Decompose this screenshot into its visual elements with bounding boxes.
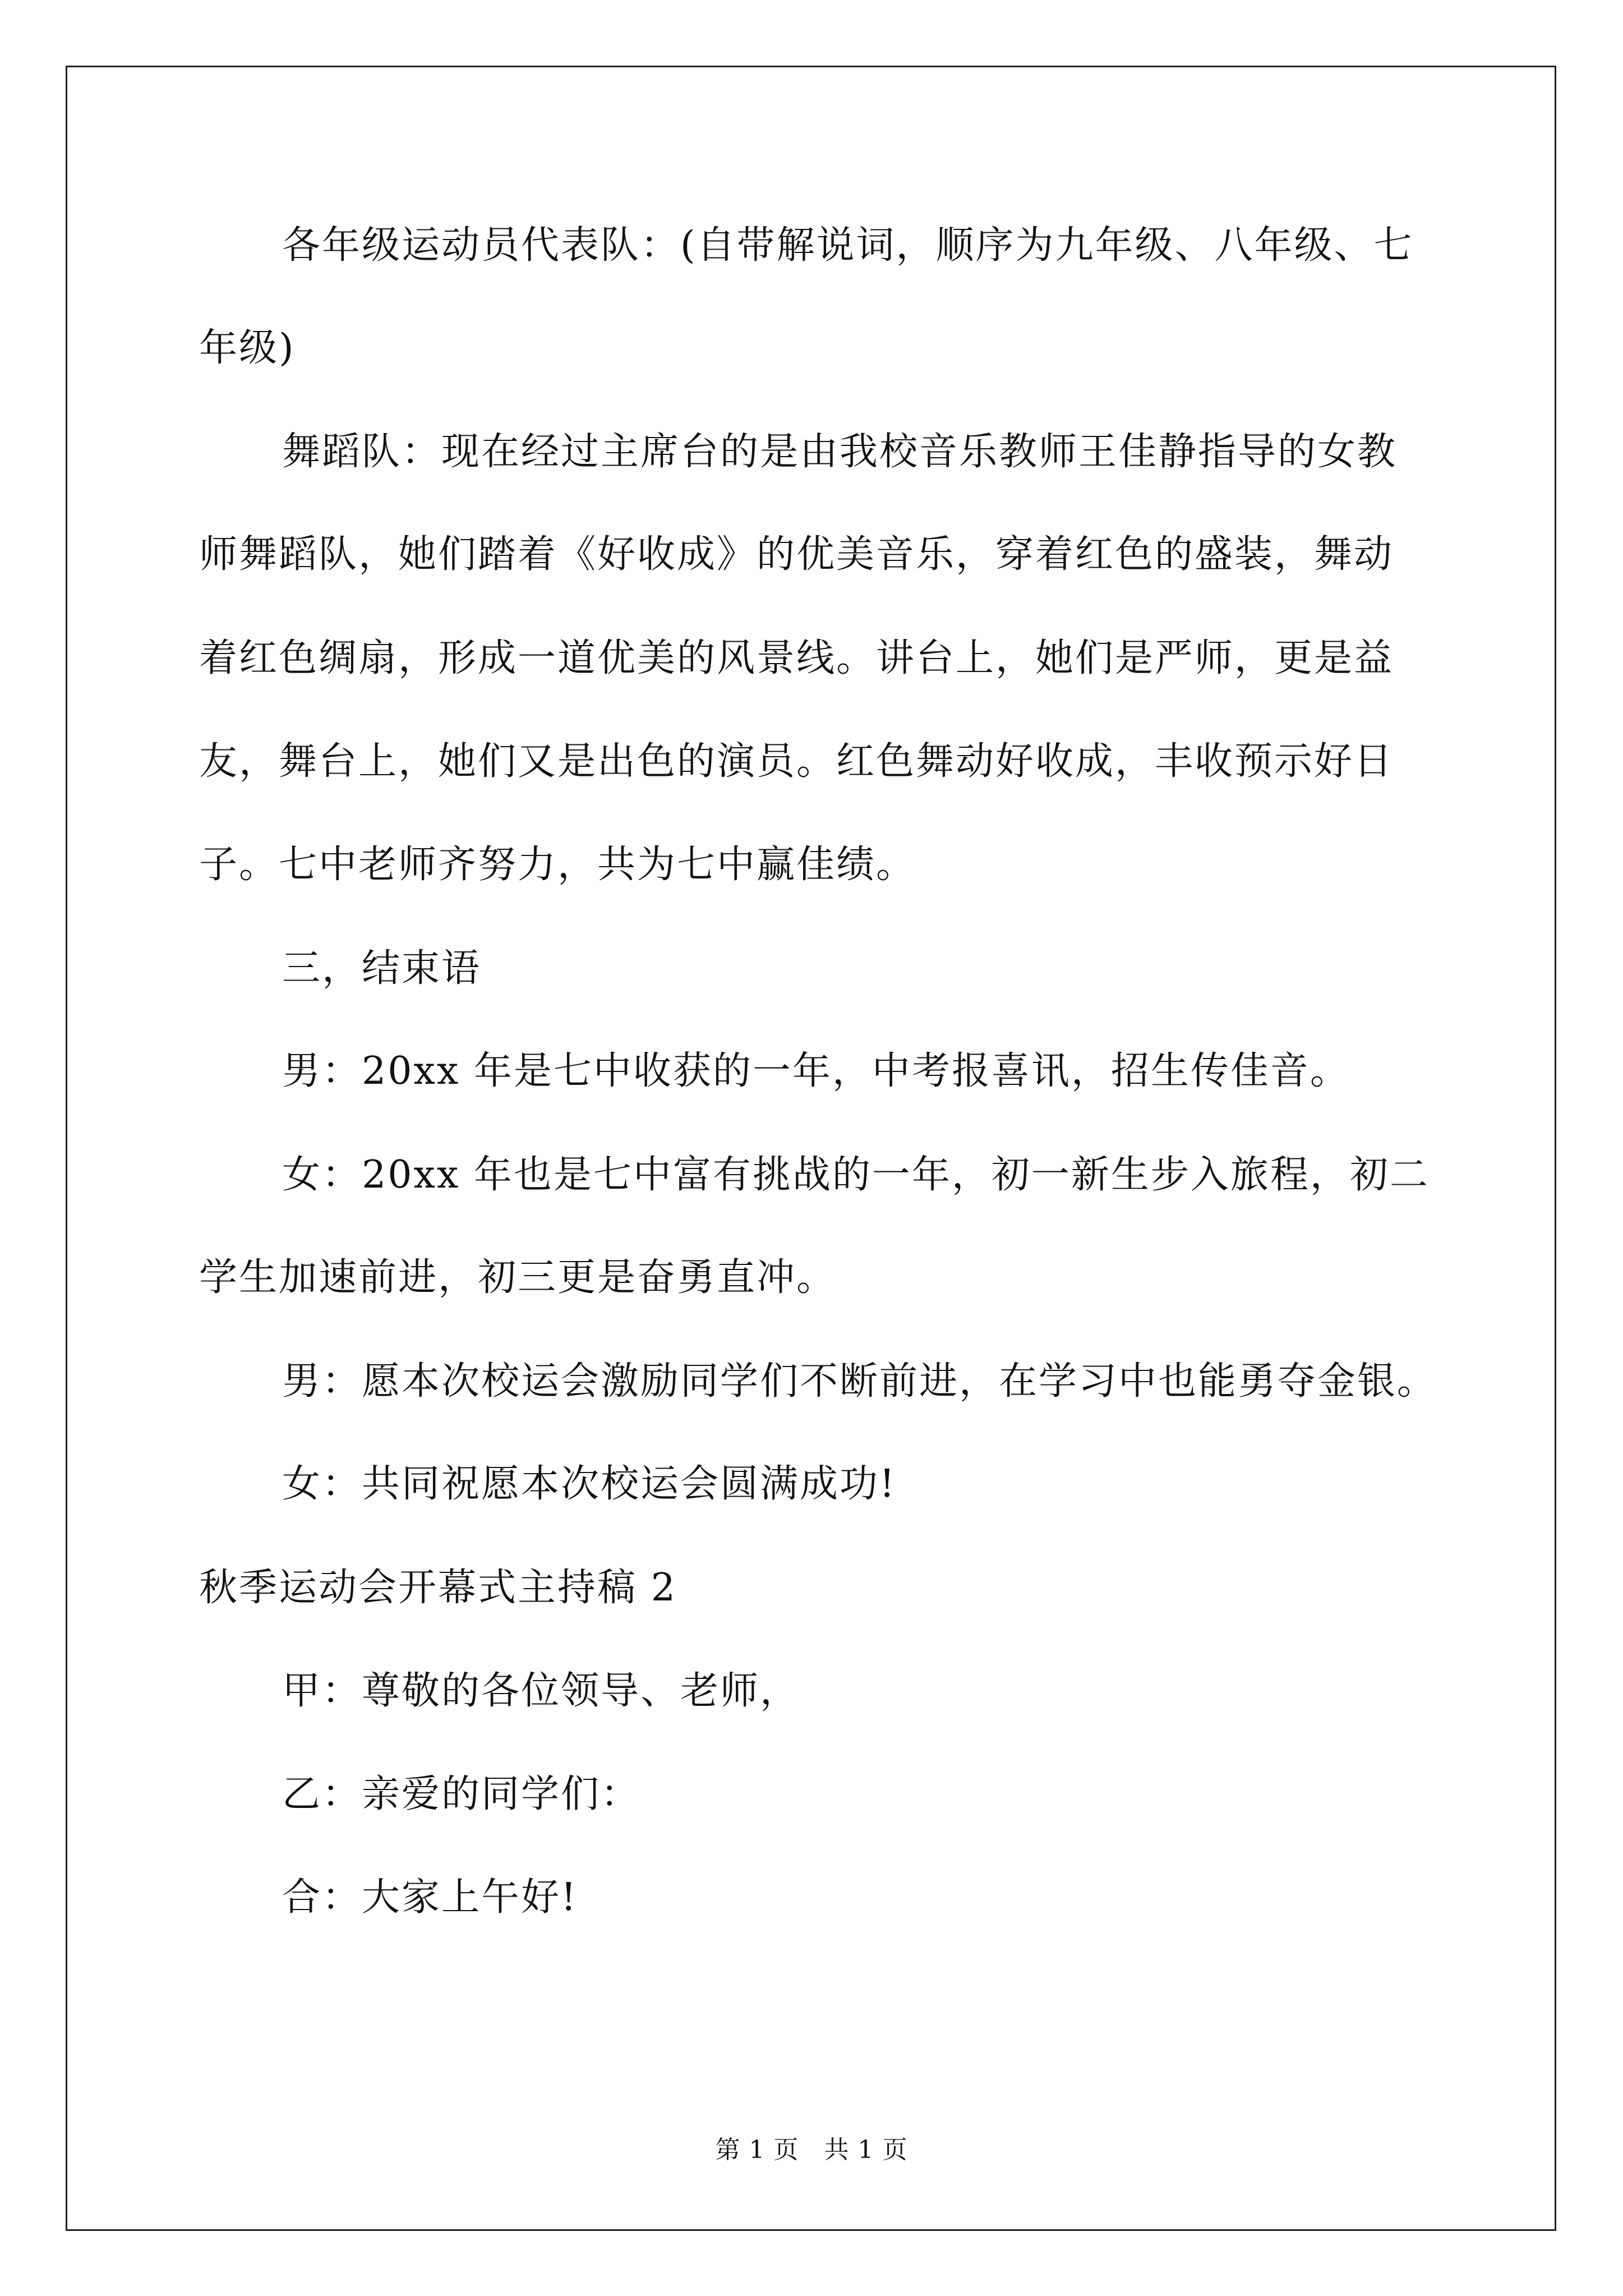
text-line: 友，舞台上，她们又是出色的演员。红色舞动好收成，丰收预示好日 <box>199 739 1394 784</box>
document-title: 秋季运动会开幕式主持稿 2 <box>199 1566 677 1610</box>
text-line: 学生加速前进，初三更是奋勇直冲。 <box>199 1255 837 1300</box>
text-line: 女：共同祝愿本次校运会圆满成功! <box>282 1462 897 1506</box>
text-line: 师舞蹈队，她们踏着《好收成》的优美音乐，穿着红色的盛装，舞动 <box>199 532 1394 577</box>
text-line: 年级) <box>199 326 296 370</box>
page-footer: 第 1 页 共 1 页 <box>715 2136 908 2164</box>
text-line: 男：愿本次校运会激励同学们不断前进，在学习中也能勇夺金银。 <box>282 1359 1437 1404</box>
text-line: 着红色绸扇，形成一道优美的风景线。讲台上，她们是严师，更是益 <box>199 636 1394 680</box>
text-line: 甲：尊敬的各位领导、老师， <box>282 1669 800 1713</box>
text-line: 合：大家上午好! <box>282 1875 578 1920</box>
text-line: 女：20xx 年也是七中富有挑战的一年，初一新生步入旅程，初二 <box>282 1153 1430 1197</box>
text-line: 各年级运动员代表队：(自带解说词，顺序为九年级、八年级、七 <box>282 223 1414 268</box>
section-heading: 三，结束语 <box>282 946 482 991</box>
text-line: 舞蹈队：现在经过主席台的是由我校音乐教师王佳静指导的女教 <box>282 430 1398 474</box>
text-line: 乙：亲爱的同学们： <box>282 1772 641 1816</box>
text-line: 男：20xx 年是七中收获的一年，中考报喜讯，招生传佳音。 <box>282 1049 1350 1093</box>
text-line: 子。七中老师齐努力，共为七中赢佳绩。 <box>199 843 916 887</box>
